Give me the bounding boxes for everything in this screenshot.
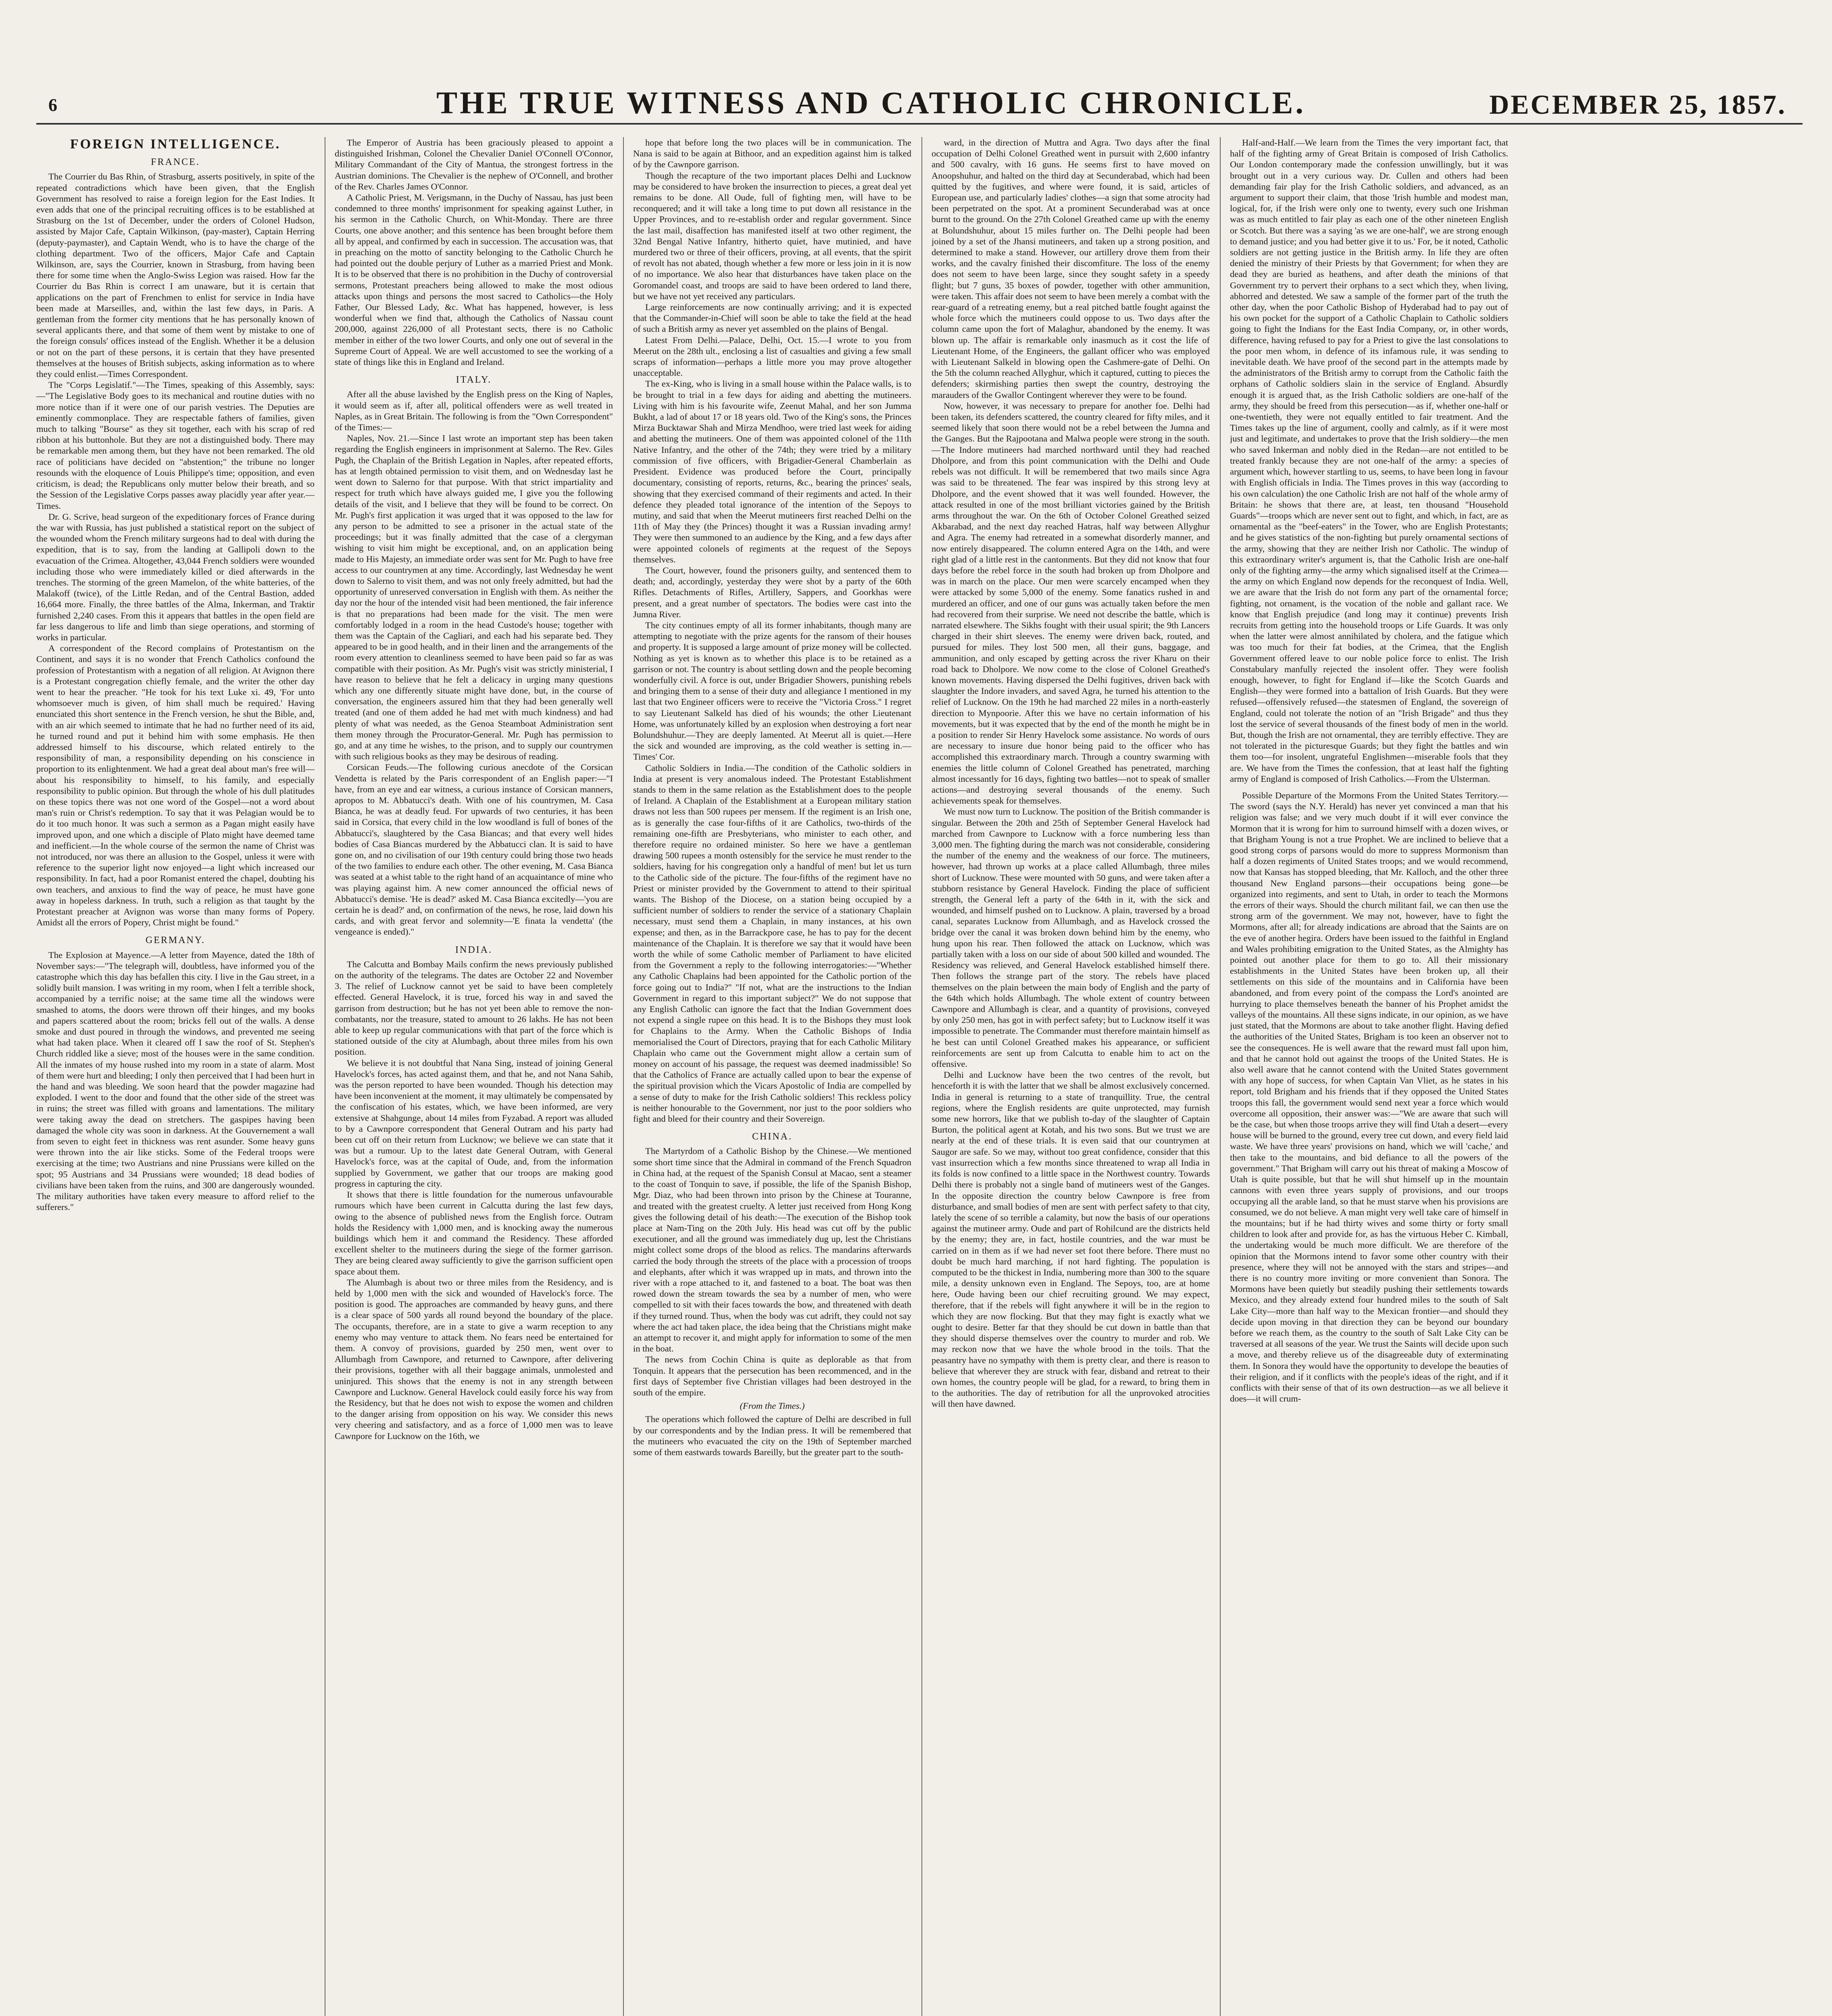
newspaper-page [36, 24, 1803, 2016]
article-paragraph: hope that before long the two places will be in communication. The Nana is said to be again at Bithoor, and an expedition against him is talked of by the Cawnpore garrison. [633, 137, 911, 170]
article-paragraph: It shows that there is little foundation for the numerous unfavourable rumours which have been current in Calcutta during the last few days, owing to the absence of published news from the English force. Outram holds the Residency with 1,000 men, and is knocking away the numerous buildings which hem it and command the Residency. These afforded excellent shelter to the mutineers during the siege of the former garrison. They are being cleared away sufficiently to give the garrison sufficient open space about them. [335, 1189, 613, 1277]
article-paragraph: Though the recapture of the two important places Delhi and Lucknow may be considered to have broken the insurrection to pieces, a great deal yet remains to be done. All Oude, full of fighting men, will have to be reconquered; and it will take a long time to put down all resistance in the Upper Provinces, and to re-establish order and regular government. Since the last mail, disaffection has manifested itself at two other regiment, the 32nd Bengal Native Infantry, hitherto quiet, have mutinied, and have murdered two or three of their officers, proving, at all events, that the spirit of revolt has not abated, though whether a few more or less join in it is now of no importance. We also hear that disturbances have taken place on the Goromandel coast, and troops are said to have been ordered to land there, but we have not yet received any particulars. [633, 170, 911, 301]
column-5 [1230, 137, 1508, 2016]
article-paragraph: The Calcutta and Bombay Mails confirm the news previously published on the authority of the telegrams. The dates are October 22 and November 3. The relief of Lucknow cannot yet be said to have been completely effected. General Havelock, it is true, forced his way in and saved the garrison from destruction; but he has not yet been able to remove the non-combatants, nor the treasure, stated to amount to 26 lakhs. He has not been able to keep up regular communications with that part of the force which is stationed outside of the city at Alumbagh, about three miles from his own position. [335, 959, 613, 1057]
article-paragraph: Delhi and Lucknow have been the two centres of the revolt, but henceforth it is with the latter that we shall be almost exclusively concerned. India in general is returning to a state of tranquillity. True, the central regions, where the English residents are quite unprotected, may furnish some new horrors, like that we publish to-day of the slaughter of Captain Burton, the political agent at Kotah, and his two sons. But we trust we are nearly at the end of these trials. It is even said that our countrymen at Saugor are safe. So we may, without too great confidence, consider that this vast insurrection which a few months since threatened to wrap all India in its folds is now confined to a little space in the Northwest country. Towards Delhi there is probably not a single band of mutineers west of the Ganges. In the opposite direction the country below Cawnpore is free from disturbance, and small bodies of men are sent with perfect safety to that city, lately the scene of so terrible a calamity, but now the basis of our operations against the mutineer army. Oude and part of Rohilcund are the districts held by the enemy; they are, in fact, hostile countries, and the war must be carried on in them as if we had never set foot there before. There must no doubt be much hard marching, if not hard fighting. The population is computed to be the thickest in India, numbering more than 300 to the square mile, a density unknown even in England. The Sepoys, too, are at home here, Oude having been our chief recruiting ground. We may expect, therefore, that if the rebels will fight anywhere it will be in the region to which they are now flocking. But that they may fight is exactly what we ought to desire. Better far that they should be cut down in battle than that they should disperse themselves over the country to murder and rob. We may reckon now that we have the whole brood in the toils. That the peasantry have no sympathy with them is pretty clear, and there is reason to believe that wherever they are struck with fear, disband and retreat to their own homes, the country people will be glad, for a reward, to bring them in to the authorities. The day of retribution for all the unprovoked atrocities will then have dawned. [932, 1070, 1210, 1409]
issue-date: DECEMBER 25, 1857. [1489, 89, 1786, 120]
article-paragraph: Large reinforcements are now continually arriving; and it is expected that the Commander-in-Chief will soon be able to take the field at the head of such a British army as never yet assembled on the plains of Bengal. [633, 302, 911, 334]
article-paragraph: Corsican Feuds.—The following curious anecdote of the Corsican Vendetta is related by the Paris correspondent of an English paper:—"I have, from an eye and ear witness, a curious instance of Corsican manners, apropos to M. Abbatucci's death. With one of his countrymen, M. Casa Bianca, he was at deadly feud. For upwards of two centuries, it has been said in Corsica, that every child in the low woodland is full of bones of the Abbatucci's, slaughtered by the Casa Biancas; and that every well hides bodies of Casa Biancas murdered by the Abbatucci clan. It is said to have gone on, and no civilisation of our 19th century could bring those two heads of the two families to endure each other. The other evening, M. Casa Bianca was seated at a whist table to the right hand of an acquaintance of mine who was playing against him. A new comer announced the official news of Abbatucci's demise. 'He is dead?' asked M. Casa Bianca excitedly—'you are certain he is dead?' and, on confirmation of the news, he rose, laid down his cards, and with great fervor and solemnity—'E finata la vendetta' (the vengeance is ended)." [335, 762, 613, 937]
heading-italy: ITALY. [456, 375, 492, 385]
column-1 [36, 137, 315, 2016]
article-paragraph: The Martyrdom of a Catholic Bishop by the Chinese.—We mentioned some short time since that the Admiral in command of the French Squadron in China had, at the request of the Spanish Consul at Macao, sent a steamer to the coast of Tonquin to save, if possible, the life of the Spanish Bishop, Mgr. Diaz, who had been thrown into prison by the Chinese at Touranne, and treated with the greatest cruelty. A letter just received from Hong Kong gives the following detail of his death:—The execution of the Bishop took place at Nam-Ting on the 20th July. His head was cut off by the public executioner, and all the ground was immediately dug up, lest the Christians might collect some drops of the blood as relics. The mandarins afterwards carried the body through the streets of the place with a procession of troops and elephants, after which it was wrapped up in mats, and thrown into the river with a rope attached to it, and fastened to a boat. The boat was then rowed down the stream towards the sea by a number of men, who were compelled to sit with their faces towards the bow, and threatened with death if they turned round. Thus, when the body was cut adrift, they could not say where the act had taken place, the idea being that the Christians might make an attempt to recover it, and might apply for information to some of the men in the boat. [633, 1146, 911, 1354]
article-paragraph: Now, however, it was necessary to prepare for another foe. Delhi had been taken, its defenders scattered, the country cleared for fifty miles, and it seemed likely that soon there would not be a rebel between the Jumna and the Ganges. But the Rajpootana and Malwa people were strong in the south.—The Indore mutineers had marched northward until they had reached Dholpore, and from this point communication with the Delhi and Oude rebels was not difficult. It will be remembered that two mails since Agra was said to be threatened. The fear was inspired by this strong levy at Dholpore, and the event showed that it was well founded. However, the attack resulted in one of the most brilliant victories gained by the British arms throughout the war. On the 6th of October Colonel Greathed seized Akbarabad, and the next day reached Hatras, half way between Allyghur and Agra. The enemy had retreated in a somewhat disorderly manner, and now entirely disappeared. The column entered Agra on the 14th, and were right glad of a little rest in the cantonments. But they did not know that four days before the rebel force in the south had broken up from Dholpore and was in march on the place. Our men were scarcely encamped when they were attacked by some 5,000 of the enemy. Some fanatics rushed in and murdered an officer, and one of our guns was actually taken before the men had recovered from their surprise. We need not describe the battle, which is narrated elsewhere. The Sikhs fought with their usual spirit; the 9th Lancers charged in their shirt sleeves. The enemy were driven back, routed, and pursued for miles. They lost 500 men, all their guns, baggage, and ammunition, and only escaped by getting across the river Kharu on their road back to Dholpore. We now come to the close of Colonel Greathed's known movements. Having dispersed the Delhi fugitives, driven back with slaughter the Indore invaders, and saved Agra, he turned his attention to the relief of Lucknow. On the 19th he had marched 22 miles in a north-easterly direction to Mynpoorie. After this we have no certain information of his movements, but it was expected that by the end of the month he might be in a position to render Sir Henry Havelock some assistance. No words of ours are necessary to insure due honor being paid to the officer who has accomplished this extraordinary march. Through a country swarming with enemies the little column of Colonel Greathed has penetrated, marching almost incessantly for 16 days, fighting two battles—not to speak of smaller actions—and destroying several thousands of the enemy. Such achievements speak for themselves. [932, 400, 1210, 806]
heading-france: FRANCE. [151, 157, 200, 168]
article-paragraph: We must now turn to Lucknow. The position of the British commander is singular. Between the 20th and 25th of September General Havelock had marched from Cawnpore to Lucknow with a force numbering less than 3,000 men. The fighting during the march was not considerable, considering the number of the enemy and the weakness of our force. The mutineers, however, had thrown up works at a place called Allumbagh, three miles short of Lucknow. These were mounted with 50 guns, and were taken after a stubborn resistance by General Havelock. Finding the place of sufficient strength, the General left a party of the 64th in it, with the sick and wounded, and himself pushed on to Lucknow. A plain, traversed by a broad canal, separates Lucknow from Allumbagh, and as Havelock crossed the bridge over the canal it was broken down behind him by the enemy, who hung upon his rear. Then followed the attack on Lucknow, which was partially taken with a loss on our side of about 500 killed and wounded. The Residency was relieved, and General Havelock established himself there. Then follows the strange part of the story. The rebels have placed themselves on the plain between the main body of English and the party of the 64th which holds Allumbagh. The whole extent of country between Cawnpore and Allumbagh is clear, and a quantity of provisions, conveyed by only 250 men, has got in with perfect safety; but to Lucknow itself it was impossible to penetrate. The Commander must therefore maintain himself as he best can until Colonel Greathed makes his appearance, or sufficient reinforcements are sent up from Calcutta to enable him to act on the offensive. [932, 806, 1210, 1069]
article-source: (From the Times.) [740, 1401, 805, 1411]
article-paragraph: Half-and-Half.—We learn from the Times the very important fact, that half of the fighting army of Great Britain is composed of Irish Catholics. Our London contemporary made the confession unwillingly, but it was brought out in a very curious way. Dr. Cullen and others had been demanding fair play for the Irish Catholic soldiers, and advanced, as an argument to support their claim, that those 'Irish humble and modest man, logical, for, if the Irish were only one to twenty, every such one Irishman was as much entitled to fair play as each one of the other nineteen English or Scotch. But there was a saying 'as we are one-half', we are strong enough to demand justice; and you had better give it to us.' For, be it noted, Catholic soldiers are not getting justice in the British army. In life they are often denied the ministry of their Priests by that Government; for when they are dead they are buried as heathens, and after death the minions of that Government try to pervert their orphans to a sect which they, when living, abhorred and detested. We saw a sample of the former part of the truth the other day, when the poor Catholic Bishop of Hyderabad had to pay out of his own pocket for the support of a Catholic Chaplain to Catholic soldiers going to fight the Indians for the East India Company, or, in other words, difference, having refused to pay for a Priest to give the last consolations to the poor men whom, in defence of its infamous rule, it was sending to inevitable death. We have proof of the second part in the attempts made by the administrators of the British army to corrupt from the Catholic faith the orphans of Catholic soldiers slain in the service of England. Absurdly enough it is argued that, as the Irish Catholic soldiers are one-half of the army, they should be freed from this persecution—as if, whether one-half or one-twentieth, they were not equally entitled to fair treatment. And the Times takes up the line of argument, coolly and calmly, as if it were most just and legitimate, and undertakes to prove that the Irish soldiery—the men who saved Inkerman and nobly died in the Redan—are not entitled to be treated frankly because they are not one-half of the army: a species of argument which, however startling to us, seems, to have been long in favour with English officials in India. The Times proves in this way (according to his own calculation) the one Catholic Irish are not half of the whole army of Britain: he shows that there are, at least, ten thousand "Household Guards"—troops which are never sent out to fight, and which, in fact, are as ornamental as the "beef-eaters" in the Tower, who are English Protestants; and he gives statistics of the non-fighting but purely ornamental sections of the army, showing that they are neither Irish nor Catholic. The windup of this extraordinary writer's argument is, that the Catholic Irish are one-half only of the fighting army—the army which signalised itself at the Crimea—the army on which England now depends for the reconquest of India. Well, we are aware that the Irish do not form any part of the ornamental force; fighting, not ornament, is the vocation of the noble and gallant race. We know that English prejudice (and long may it continue) prevents Irish recruits from getting into the household troops or Life Guards. It was only when the latter were almost annihilated by cholera, and the fatigue which was too much for their fat bodies, at the Crimea, that the English Government offered leave to our noble police force to enlist. The Irish Constabulary manfully rejected the insolent offer. They were foolish enough, however, to fight for England if—like the Scotch Guards and English—they were formed into a battalion of Irish Guards. But they were refused—offensively refused—the statesmen of England, the sovereign of England, could not tolerate the notion of an "Irish Brigade" and thus they lost the service of several thousands of the finest body of men in the world. But, though the Irish are not ornamental, they are terribly effective. They are not tolerated in the picturesque Guards; but they fight the battles and win them too—for insolent, ungrateful Englishmen—miserable fools that they are. We have from the Times the confession, that at least half the fighting army of England is composed of Irish Catholics.—From the Ulsterman. [1230, 137, 1508, 784]
article-paragraph: The news from Cochin China is quite as deplorable as that from Tonquin. It appears that the persecution has been recommenced, and in the first days of September five Christian villages had been destroyed in the south of the empire. [633, 1354, 911, 1397]
column-divider [623, 137, 624, 2016]
article-paragraph: The city continues empty of all its former inhabitants, though many are attempting to negotiate with the prize agents for the ransom of their houses and property. It is supposed a large amount of prize money will be collected. Nothing as yet is known as to whether this place is to be retained as a garrison or not. The country is about settling down and the people becoming wonderfully civil. A force is out, under Brigadier Showers, punishing rebels and bringing them to a sense of their duty and allegiance I mentioned in my last that two Engineer officers were to receive the "Victoria Cross." I regret to say Lieutenant Salkeld has died of his wounds; the other Lieutenant Home, was unfortunately killed by an explosion when destroying a fort near Bolundshuhur.—They are deeply lamented. At Meerut all is quiet.—Here the sick and wounded are improving, as the cold weather is setting in.—Times' Cor. [633, 620, 911, 762]
column-2 [335, 137, 613, 2016]
header-rule [36, 123, 1803, 125]
heading-germany: GERMANY. [145, 935, 206, 946]
section-title: FOREIGN INTELLIGENCE. [70, 137, 281, 152]
article-paragraph: The Emperor of Austria has been graciously pleased to appoint a distinguished Irishman, Colonel the Chevalier Daniel O'Connell O'Connor, Military Commandant of the City of Mantua, the strongest fortress in the Austrian dominions. The Chevalier is the nephew of O'Connell, and brother of the Rev. Charles James O'Connor. [335, 137, 613, 192]
article-paragraph: Latest From Delhi.—Palace, Delhi, Oct. 15.—I wrote to you from Meerut on the 28th ult., enclosing a list of casualties and giving a few small scraps of information—perhaps a little more you may prove altogether unacceptable. [633, 335, 911, 378]
article-paragraph: The Alumbagh is about two or three miles from the Residency, and is held by 1,000 men with the sick and wounded of Havelock's force. The position is good. The approaches are commanded by heavy guns, and there is a clear space of 500 yards all round beyond the boundary of the place. The occupants, therefore, are in a state to give a warm reception to any enemy who may venture to attack them. No fears need be entertained for them. A convoy of provisions, guarded by 250 men, went over to Allumbagh from Cawnpore, and returned to Cawnpore, after delivering their provisions, together with all their baggage animals, unmolested and uninjured. This shows that the enemy is not in any strength between Cawnpore and Lucknow. General Havelock could easily force his way from the Residency, but that he does not wish to expose the women and children to the danger arising from opposition on his way. We consider this news very cheering and satisfactory, and as a force of 1,000 men was to leave Cawnpore for Lucknow on the 16th, we [335, 1277, 613, 1441]
article-paragraph: The "Corps Legislatif."—The Times, speaking of this Assembly, says:—"The Legislative Body goes to its mechanical and routine duties with no more notice than if it were one of our parish vestries. The Deputies are eminently commonplace. They are respectable fathers of families, given much to talking "Bourse" as they sit together, each with his scrap of red ribbon at his buttonhole. But they are not a distinguished body. There may be remarkable men among them, but they have not been remarked. The old race of politicians have decided on "abstention;" the tribune no longer resounds with the eloquence of Louis Philippe's time; opposition, and even criticism, is dead; the Republicans only mutter below their breath, and so the Session of the Legislative Corps passes away placidly year after year.—Times. [36, 380, 315, 511]
article-paragraph: Catholic Soldiers in India.—The condition of the Catholic soldiers in India at present is very anomalous indeed. The Protestant Establishment stands to them in the same relation as the Establishment does to the people of Ireland. A Chaplain of the Establishment at a European military station draws not less than 500 rupees per mensem. If the regiment is an Irish one, as is generally the case four-fifths of it are Catholics, two-thirds of the remaining one-fifth are Presbyterians, who minister to each other, and therefore require no ordained minister. So here we have a gentleman drawing 500 rupees a month ostensibly for the service he must render to the soldiers, having for his congregation only a handful of men! but let us turn to the Catholic side of the picture. The four-fifths of the regiment have no Priest or minister provided by the Government to attend to their spiritual wants. The Bishop of the Diocese, on a station being occupied by a sufficient number of soldiers to render the service of a stationary Chaplain necessary, must send them a Chaplain, in many instances, at his own expense; and then, as in the Barrackpore case, he has to pay for the decent maintenance of the Chaplain. It is therefore we say that it would have been worth the while of some Catholic member of Parliament to have elicited from the Government a reply to the following interrogatories:—"Whether any Catholic Chaplains had been appointed for the Catholic portion of the force going out to India?" "If not, what are the instructions to the Indian Government in regard to this important subject?" We do not suppose that any English Catholic can ignore the fact that the Indian Government does not expend a single rupee on this head. It is to the Bishops they must look for Chaplains to the Army. When the Catholic Bishops of India memorialised the Court of Directors, praying that for each Catholic Military Chaplain who came out the Government might allow a certain sum of money on account of his passage, the request was deemed inadmissible! So that the Catholics of France are actually called upon to bear the expense of the spiritual provision which the Vicars Apostolic of India are compelled by a sense of duty to make for the Irish Catholic soldiers! This reckless policy is neither honourable to the Government, nor just to the poor soldiers who fight and bleed for their country and their Sovereign. [633, 762, 911, 1124]
article-paragraph: Possible Departure of the Mormons From the United States Territory.—The sword (says the N.Y. Herald) has never yet convinced a man that his religion was false; and we very much doubt if it will ever convince the Mormon that it is wrong for him to surround himself with a dozen wives, or that Brigham Young is not a true Prophet. We are inclined to believe that a good strong corps of parsons would do more to suppress Mormonism than half a dozen regiments of United States troops; and we would recommend, now that Kansas has stopped bleeding, that Mr. Kalloch, and the other three thousand New England parsons—their occupations being gone—be organized into regiments, and sent to Utah, in order to teach the Mormons the errors of their ways. Should the church militant fail, we can then use the strong arm of the government. We may not, however, have to fight the Mormons, after all; for already indications are abroad that the Saints are on the eve of another hegira. Orders have been issued to the faithful in England and Wales prohibiting emigration to the United States, as the Almighty has pointed out another place for them to go to. All their missionary establishments in the United States have been broken up, all their settlements on this side of the mountains and in California have been abandoned, and from every point of the compass the Lord's anointed are hurrying to place themselves beneath the banner of his Prophet amidst the valleys of the mountains. All these signs indicate, in our opinion, as we have just stated, that the Mormons are about to take another flight. Having defied the authorities of the United States, Brigham is too keen an observer not to see the consequences. He is well aware that the reward must fall upon him, and that he cannot hold out against the troops of the United States. He is also well aware that he cannot contend with the United States government with any hope of success, for when Captain Van Vliet, as he states in his report, told Brigham and his friends that if they opposed the United States troops this fall, the government would send next year a force which would overcome all opposition, their answer was:—"We are aware that such will be the case, but when those troops arrive they will find Utah a desert—every house will be burned to the ground, every tree cut down, and every field laid waste. We have three years' provisions on hand, which we will 'cache,' and then take to the mountains, and bid defiance to all the powers of the government." That Brigham will carry out his threat of making a Moscow of Utah is quite possible, but that he will shut himself up in the mountain cannons with even three years supply of provisions, and our troops occupying all the arable land, so that he must starve when his provisions are consumed, we do not believe. A man might very well take care of himself in the mountains; but if he had thirty wives and some thirty or forty small children to look after and provide for, as has the virtuous Heber C. Kimball, the undertaking would be much more difficult. We are therefore of the opinion that the Mormons intend to favor some other country with their presence, where they will not be annoyed with the stars and stripes—and there is no country more inviting or more convenient than Sonora. The Mormons have been quietly but steadily pushing their settlements towards Mexico, and they already extend four hundred miles to the south of Salt Lake City—more than half way to the Mexican frontier—and should they decide upon moving in that direction they can be beyond our boundary before we reach them, as the country to the south of Salt Lake City can be traversed at all seasons of the year. We trust the Saints will decide upon such a move, and thereby relieve us of the disagreeable duty of exterminating them. In Sonora they would have the opportunity to develope the beauties of their religion, and if it conflicts with the people's ideas of the right, and if it conflicts with their sense of that of its own destruction—as we all believe it does—it will crum- [1230, 790, 1508, 1404]
column-3 [633, 137, 911, 2016]
masthead-title: THE TRUE WITNESS AND CATHOLIC CHRONICLE. [436, 85, 1306, 120]
article-paragraph: After all the abuse lavished by the English press on the King of Naples, it would seem as if, after all, political offenders were as well treated in Naples, as in Great Britain. The following is from the "Own Correspondent" of the Times:— [335, 389, 613, 433]
article-paragraph: Dr. G. Scrive, head surgeon of the expeditionary forces of France during the war with Russia, has just published a statistical report on the subject of the wounded whom the French military surgeons had to deal with during the expedition, that is to say, from the landing at Gallipoli down to the evacuation of the Crimea. Altogether, 43,044 French soldiers were wounded including those who were immediately killed or died afterwards in the trenches. The storming of the green Mamelon, of the white batteries, of the Malakoff (twice), of the Little Redan, and of the Central Bastion, added 16,664 more. Finally, the three battles of the Alma, Inkerman, and Traktir furnished 2,240 cases. From this it appears that battles in the open field are far less dangerous to life and limb than siege operations, and storming of works in particular. [36, 511, 315, 642]
article-paragraph: A correspondent of the Record complains of Protestantism on the Continent, and says it is no wonder that French Catholics confound the profession of Protestantism with a negation of all religion. At Avignon there is a Protestant congregation chiefly female, and the writer the other day went to hear the preacher. "He took for his text Luke xi. 49, 'For unto whomsoever much is given, of him shall much be required.' Having enunciated this short sentence in the French version, he shut the Bible, and, with an air which seemed to intimate that he had no further need of its aid, he turned round and put it behind him with some emphasis. He then addressed himself to his discourse, which related entirely to the responsibility of man, a responsibility depending on his conscience in proportion to its enlightenment. We had a great deal about man's free will—about his responsibility to himself, to his family, and especially responsibility to public opinion. But through the whole of his dull platitudes on these topics there was not one word of the Gospel—not a word about man's ruin or Christ's redemption. To say that it was Pelagian would be to do it too much honor. It was such a sermon as a Pagan might easily have improved upon, and one which a disciple of Plato might have deemed tame and inefficient.—In the whole course of the sermon the name of Christ was not introduced, nor was there an allusion to the Gospel, unless it were with reference to the superior light now enjoyed—a light which increased our responsibility. In fact, had a poor Romanist entered the chapel, doubting his own teachers, and anxious to find the way of peace, he must have gone away in hopeless darkness. In truth, such a religion as that taught by the Protestant preacher at Avignon was worse than many forms of Popery. Amidst all the errors of Popery, Christ might be found." [36, 643, 315, 928]
article-paragraph: The Explosion at Mayence.—A letter from Mayence, dated the 18th of November says:—"The telegraph will, doubtless, have informed you of the catastrophe which this day has befallen this city. I live in the Gau street, in a solidly built mansion. I was writing in my room, when I felt a terrible shock, accompanied by a terrific noise; at the same time all the windows were smashed to atoms, the doors were thrown off their hinges, and my books and papers scattered about the room; bricks fell out of the walls. A dense smoke and dust poured in through the windows, and prevented me seeing what had taken place. When it cleared off I saw the roof of St. Stephen's Church riddled like a sieve; most of the houses were in the same condition. All the inmates of my house rushed into my room in a state of alarm. Most of them were hurt and bleeding; I only then perceived that I had been hurt in the hand and was bleeding. We soon heard that the powder magazine had exploded. I went to the door and found that the other side of the street was in ruins; the street was filled with groans and lamentations. The military were taking away the dead on stretchers. The gaspipes having been damaged the whole city was soon in darkness. At the Gouvernement a wall from seven to eight feet in thickness was rent asunder. Some heavy guns were thrown into the air like sticks. Some of the Federal troops were exercising at the time; two Austrians and nine Prussians were killed on the spot; 95 Austrians and 34 Prussians were wounded; 18 dead bodies of civilians have been taken from the ruins, and 300 are dangerously wounded. The military authorities have taken every measure to afford relief to the sufferers." [36, 950, 315, 1212]
page-number: 6 [48, 95, 57, 115]
article-paragraph: The Courrier du Bas Rhin, of Strasburg, asserts positively, in spite of the repeated contradictions which have been given, that the English Government has resolved to raise a foreign legion for the East Indies. It even adds that one of the principal recruiting offices is to be established at Strasburg on the 1st of December, under the orders of Colonel Hudson, assisted by Major Cafe, Captain Wilkinson, (pay-master), Captain Herring (deputy-paymaster), and Captain Wendt, who is to have the charge of the clothing department. Two of the officers, Major Cafe and Captain Wilkinson, are, says the Courrier, known in Strasburg, from having been there for some time when the Anglo-Swiss Legion was raised. How far the Courrier du Bas Rhin is correct I am unaware, but it is certain that applications on the part of Frenchmen to enlist for service in India have been made at Marseilles, and, within the last few days, in Paris. A gentleman from the former city mentions that he has personally known of several applicants there, and that some of them went by mistake to one of the foreign consuls' offices instead of the English. Whether it be a delusion or not on the part of these persons, it is certain that they have presented themselves at the houses of British subjects, asking information as to where they could enlist.—Times Correspondent. [36, 171, 315, 379]
heading-india: INDIA. [455, 944, 492, 955]
article-paragraph: The Court, however, found the prisoners guilty, and sentenced them to death; and, accordingly, yesterday they were shot by a party of the 60th Rifles. Detachments of Rifles, Artillery, Sappers, and Goorkhas were present, and a great number of spectators. The bodies were cast into the Jumna River. [633, 565, 911, 619]
article-paragraph: We believe it is not doubtful that Nana Sing, instead of joining General Havelock's forces, has acted against them, and that he, and not Nana Sahib, was the person reported to have been wounded. Though his detection may have been inconvenient at the moment, it may ultimately be compensated by the confiscation of his estates, which, we have been informed, are very extensive at Shahgunge, about 14 miles from Fyzabad. A report was alluded to by a Cawnpore correspondent that General Outram and his party had been cut off on their return from Lucknow; we believe we can state that it was but a rumour. Up to the latest date General Outram, with General Havelock's force, was at the capital of Oude, and, from the information supplied by Government, we gather that our troops are making good progress in capturing the city. [335, 1058, 613, 1189]
column-4 [932, 137, 1210, 2016]
page-header [36, 24, 1803, 125]
article-paragraph: Naples, Nov. 21.—Since I last wrote an important step has been taken regarding the English engineers in imprisonment at Salerno. The Rev. Giles Pugh, the Chaplain of the British Legation in Naples, after repeated efforts, has at length obtained permission to visit them, and on Wednesday last he went down to Salerno for that purpose. With that strict impartiality and respect for truth which have always guided me, I give you the following details of the visit, and I believe that they will be found to be correct. On Mr. Pugh's first application it was urged that it was opposed to the law for any person to be admitted to see a prisoner in the actual state of the proceedings; but it was finally admitted that the case of a clergyman wishing to visit him might be exceptional, and, on an application being made to His Majesty, an immediate order was sent for Mr. Pugh to have free access to our countrymen at any time. Accordingly, last Wednesday he went down to Salerno to visit them, and was not only freely admitted, but had the opportunity of unreserved conversation in English with them. As neither the day nor the hour of the intended visit had been mentioned, the fair inference is that no preparations had been made for the visit. The men were comfortably lodged in a room in the head Custode's house; together with them was the Captain of the Cagliari, and each had his separate bed. They appeared to be in good health, and in their linen and the arrangements of the room every attention to cleanliness seemed to have been paid so far as was compatible with their position. As Mr. Pugh's visit was strictly ministerial, I have reason to believe that he felt a delicacy in urging many questions which any one differently situate might have done, but, in the course of conversation, the engineers assured him that they had been generally well treated (and one of them added he had met with much kindness) and had plenty of what was needed, as the Genoa Steamboat Administration sent them money through the Procurator-General. Mr. Pugh has permission to go, and at any time he wishes, to the prison, and to supply our countrymen with such religious books as they may be desirous of reading. [335, 433, 613, 762]
article-paragraph: ward, in the direction of Muttra and Agra. Two days after the final occupation of Delhi Colonel Greathed went in pursuit with 2,600 infantry and 500 cavalry, with 16 guns. He seems first to have moved on Anoopshuhur, and halted on the third day at Secunderabad, which had been quitted by the fugitives, and where were found, it is said, articles of European use, and particularly ladies' clothes—a sign that some atrocity had been perpetrated on the spot. At a prominent Secunderabad was at once burnt to the ground. On the 27th Colonel Greathed came up with the enemy at Bolundshuhur, about 15 miles further on. The Delhi people had been joined by a set of the Jhansi mutineers, and taken up a strong position, and determined to make a stand. However, our artillery drove them from their works, and the cavalry finished their discomfiture. The loss of the enemy does not seem to have been large, since they sought safety in a speedy flight; but 7 guns, 35 boxes of powder, together with other ammunition, were taken. This affair does not seem to have been merely a combat with the rear-guard of a retreating enemy, but a real pitched battle fought against the whole force which the mutineers could oppose to us. Two days after the column came upon the fort of Malaghur, abandoned by the enemy. It was blown up. The affair is remarkable only inasmuch as it cost the life of Lieutenant Home, of the Engineers, the gallant officer who was employed with Lieutenant Salkeld in blowing open the Cashmere-gate of Delhi. On the 5th the column reached Allyghur, which it captured, cutting to pieces the defenders; skirmishing parties then swept the country, destroying the marauders of the Gwallor Contingent wherever they were to be found. [932, 137, 1210, 400]
article-paragraph: A Catholic Priest, M. Verigsmann, in the Duchy of Nassau, has just been condemned to three months' imprisonment for speaking against Luther, in his sermon in the Catholic Church, on Whit-Monday. There are three Courts, one above another; and this sentence has been brought before them all by appeal, and confirmed by each in succession. The accusation was, that in preaching on the motto of sanctity belonging to the Catholic Church he had pointed out the double perjury of Luther as a married Priest and Monk. It is to be observed that there is no prohibition in the Duchy of controversial sermons, Protestant preachers being allowed to make the most odious attacks upon things and persons the most sacred to Catholics—the Holy Father, Our Blessed Lady, &c. What has happened, however, is less wonderful when we find that, although the Catholics of Nassau count 200,000, against 226,000 of all Protestant sects, there is no Catholic member in either of the two lower Courts, and only one out of several in the Supreme Court of Appeal. We are well accustomed to see the working of a state of things like this in England and Ireland. [335, 192, 613, 367]
heading-china: CHINA. [752, 1131, 792, 1142]
article-paragraph: The operations which followed the capture of Delhi are described in full by our correspondents and by the Indian press. It will be remembered that the mutineers who evacuated the city on the 19th of September marched some of them eastwards towards Bareilly, but the greater part to the south- [633, 1414, 911, 1457]
article-paragraph: The ex-King, who is living in a small house within the Palace walls, is to be brought to trial in a few days for aiding and abetting the mutineers. Living with him is his favourite wife, Zeenut Mahal, and her son Jumma Bukht, a lad of about 17 or 18 years old. Two of the King's sons, the Princes Mirza Bucktawar Shah and Mirza Mendhoo, were tried last week for aiding and abetting the mutineers. One of them was appointed colonel of the 11th Native Infantry, and the other of the 74th; they were tried by a military commission of five officers, with Brigadier-General Chamberlain as President. Evidence was produced before the Court, principally documentary, consisting of reports, returns, &c., bearing the princes' seals, showing that they exercised command of their regiments and acted. In their defence they pleaded total ignorance of the intention of the Sepoys to mutiny, and said that when the Meerut mutineers first reached Delhi on the 11th of May they (the Princes) thought it was a Russian invading army! They were then summoned to an audience by the King, and a few days after were appointed colonels of regiments at the request of the Sepoys themselves. [633, 379, 911, 564]
column-divider [1220, 137, 1221, 2016]
column-divider [921, 137, 922, 2016]
